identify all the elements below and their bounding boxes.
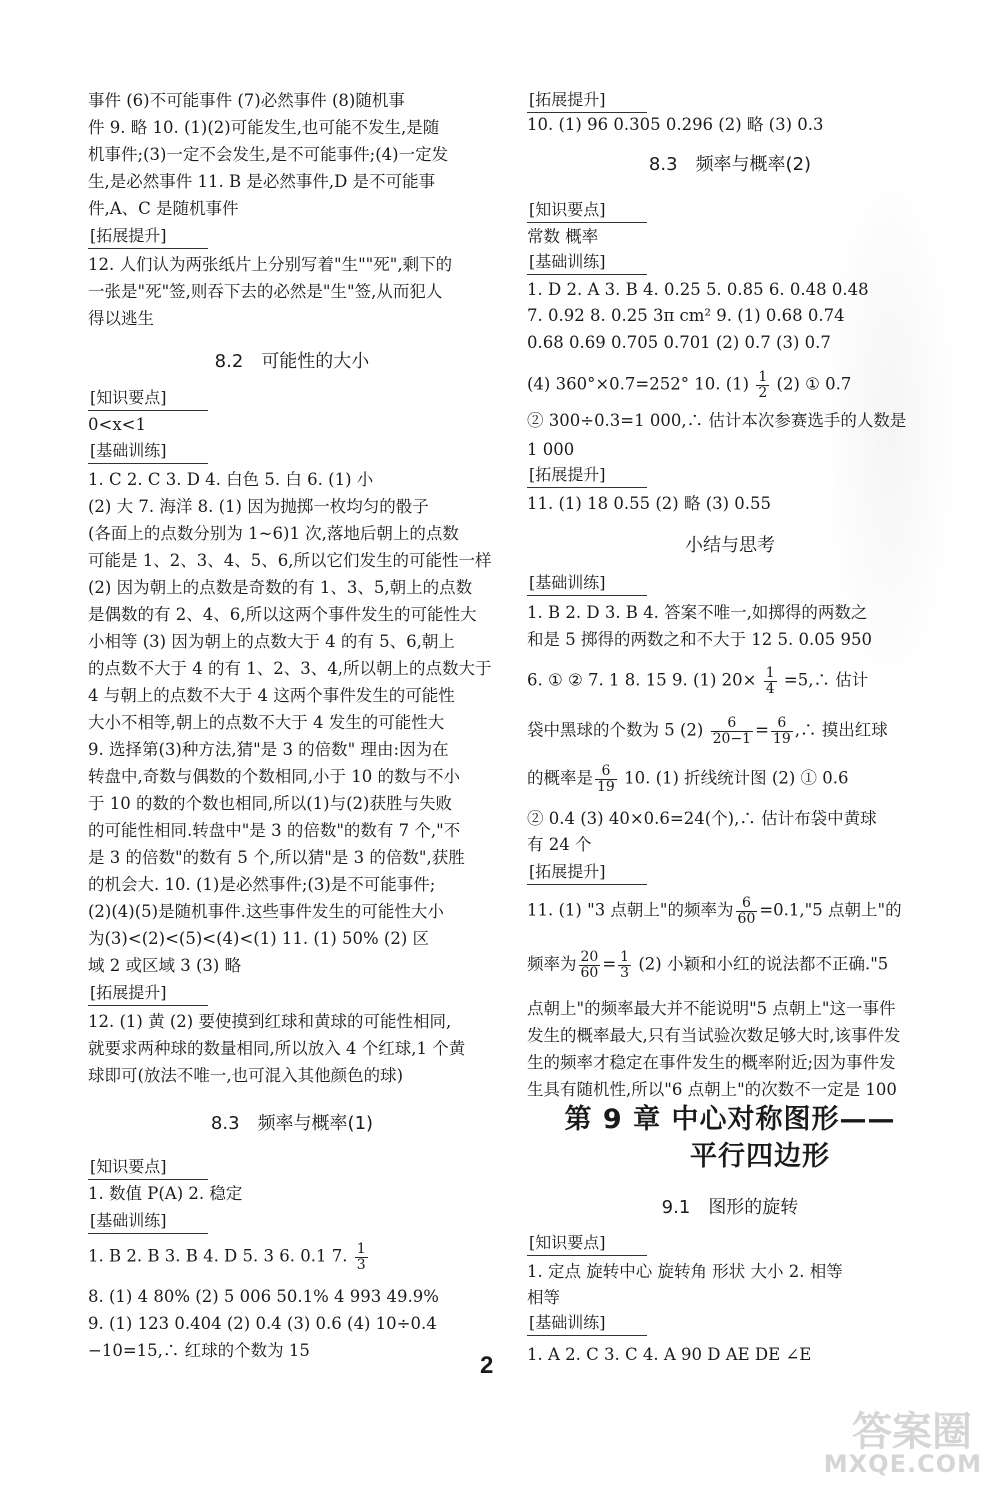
watermark-url: MXQE.COM xyxy=(823,1450,982,1478)
text-line: 6. ① ② 7. 1 8. 15 9. (1) 20× $\frac{1}{4}$ =5,∴ 估计 xyxy=(527,665,869,697)
fraction: $\frac{1}{2}$ xyxy=(758,369,768,401)
text-line: 为(3)<(2)<(5)<(4)<(1) 11. (1) 50% (2) 区 xyxy=(88,929,430,948)
text-line: 12. 人们认为两张纸片上分别写着"生""死",剩下的 xyxy=(88,255,453,274)
text-line: 件 9. 略 10. (1)(2)可能发生,也可能不发生,是随 xyxy=(88,118,440,137)
text-line: 的概率是 $\frac{6}{19}$ 10. (1) 折线统计图 (2) ① 0.6 xyxy=(527,763,849,795)
text-line: 频率为 $\frac{20}{60}$ = $\frac{1}{3}$ (2) 小颖和小红的说法都不正确."5 xyxy=(527,949,889,981)
text-line: 有 24 个 xyxy=(527,835,592,854)
text-line: 就要求两种球的数量相同,所以放入 4 个红球,1 个黄 xyxy=(88,1039,466,1058)
text-line: 的点数不大于 4 的有 1、2、3、4,所以朝上的点数大于 xyxy=(88,659,492,678)
text-line: (2)(4)(5)是随机事件.这些事件发生的可能性大小 xyxy=(88,902,444,921)
text-line: 12. (1) 黄 (2) 要使摸到红球和黄球的可能性相同, xyxy=(88,1012,452,1031)
text-line: 11. (1) "3 点朝上"的频率为 $\frac{6}{60}$ =0.1,"5 点朝上"的 xyxy=(527,895,902,927)
text-line: 件,A、C 是随机事件 xyxy=(88,199,239,218)
section-tag: [基础训练] xyxy=(527,254,647,270)
chapter-subtitle: 平行四边形 xyxy=(690,1141,830,1172)
text-line: 生具有随机性,所以"6 点朝上"的次数不一定是 100 xyxy=(527,1080,897,1099)
section-heading: 小结与思考 xyxy=(685,535,775,556)
text-line: 0.68 0.69 0.705 0.701 (2) 0.7 (3) 0.7 xyxy=(527,333,831,352)
text-line: −10=15,∴ 红球的个数为 15 xyxy=(88,1341,310,1360)
chapter-title: 第 9 章 中心对称图形—— xyxy=(564,1104,896,1135)
text-line: 1. 定点 旋转中心 旋转角 形状 大小 2. 相等 xyxy=(527,1262,843,1281)
fraction: $\frac{1}{3}$ xyxy=(356,1241,366,1273)
text-line: 的机会大. 10. (1)是必然事件;(3)是不可能事件; xyxy=(88,875,436,894)
text-line: 10. (1) 96 0.305 0.296 (2) 略 (3) 0.3 xyxy=(527,115,824,134)
section-heading: 8.3 频率与概率(2) xyxy=(648,154,812,175)
section-tag: [基础训练] xyxy=(527,1315,647,1331)
text-line: 机事件;(3)一定不会发生,是不可能事件;(4)一定发 xyxy=(88,145,449,164)
text-line: 1. 数值 P(A) 2. 稳定 xyxy=(88,1184,243,1203)
fraction: $\frac{6}{19}$ xyxy=(597,763,615,795)
text-line: 8. (1) 4 80% (2) 5 006 50.1% 4 993 49.9% xyxy=(88,1287,439,1306)
text-line: 域 2 或区域 3 (3) 略 xyxy=(88,956,242,975)
text-line: 发生的概率最大,只有当试验次数足够大时,该事件发 xyxy=(527,1026,901,1045)
text-line: 球即可(放法不唯一,也可混入其他颜色的球) xyxy=(88,1066,404,1085)
text-line: 点朝上"的频率最大并不能说明"5 点朝上"这一事件 xyxy=(527,999,896,1018)
watermark-logo xyxy=(802,1400,982,1480)
fraction: $\frac{6}{19}$ xyxy=(772,715,791,747)
text-line: 是 3 的倍数"的数有 5 个,所以猜"是 3 的倍数",获胜 xyxy=(88,848,465,867)
text-line: ② 0.4 (3) 40×0.6=24(个),∴ 估计布袋中黄球 xyxy=(527,809,877,828)
text-line: 可能是 1、2、3、4、5、6,所以它们发生的可能性一样 xyxy=(88,551,492,570)
text-line: 1. D 2. A 3. B 4. 0.25 5. 0.85 6. 0.48 0.48 xyxy=(527,280,869,299)
section-tag: [知识要点] xyxy=(88,1159,208,1175)
text-line: 的可能性相同.转盘中"是 3 的倍数"的数有 7 个,"不 xyxy=(88,821,461,840)
section-tag: [知识要点] xyxy=(88,390,208,406)
text-line: 1. A 2. C 3. C 4. A 90 D AE DE ∠E xyxy=(527,1345,812,1364)
fraction: $\frac{1}{4}$ xyxy=(765,665,775,697)
text-line: 9. 选择第(3)种方法,猜"是 3 的倍数" 理由:因为在 xyxy=(88,740,449,759)
text-line: 得以逃生 xyxy=(88,309,154,328)
text-line: 7. 0.92 8. 0.25 3π cm² 9. (1) 0.68 0.74 xyxy=(527,306,845,325)
text-line: 袋中黑球的个数为 5 (2) $\frac{6}{20-1}$ = $\frac{6}{19}$ ,∴ 摸出红球 xyxy=(527,715,888,747)
text-line: (4) 360°×0.7=252° 10. (1) $\frac{1}{2}$ (2) ① 0.7 xyxy=(527,369,852,401)
section-tag: [拓展提升] xyxy=(88,228,208,244)
fraction: $\frac{6}{20-1}$ xyxy=(712,715,752,747)
text-line: 1. B 2. D 3. B 4. 答案不唯一,如掷得的两数之 xyxy=(527,603,868,622)
section-tag: [基础训练] xyxy=(527,575,647,591)
fraction: $\frac{20}{60}$ xyxy=(580,949,599,981)
fraction: $\frac{1}{3}$ xyxy=(620,949,630,981)
text-line: 和是 5 掷得的两数之和不大于 12 5. 0.05 950 xyxy=(527,630,872,649)
text-line: 一张是"死"签,则吞下去的必然是"生"签,从而犯人 xyxy=(88,282,443,301)
section-tag: [知识要点] xyxy=(527,1235,647,1251)
text-line: 相等 xyxy=(527,1288,560,1307)
text-line: 事件 (6)不可能事件 (7)必然事件 (8)随机事 xyxy=(88,91,405,110)
page-number: 2 xyxy=(480,1352,494,1379)
section-tag: [基础训练] xyxy=(88,443,208,459)
text-line: 11. (1) 18 0.55 (2) 略 (3) 0.55 xyxy=(527,494,772,513)
scan-smudge xyxy=(820,150,960,710)
section-tag: [拓展提升] xyxy=(527,467,647,483)
section-tag: [知识要点] xyxy=(527,202,647,218)
section-tag: [基础训练] xyxy=(88,1213,208,1229)
text-line: 0<x<1 xyxy=(88,415,146,434)
text-line: 9. (1) 123 0.404 (2) 0.4 (3) 0.6 (4) 10÷0.4 xyxy=(88,1314,437,1333)
text-line: 常数 概率 xyxy=(527,227,599,246)
watermark-text: 答案圈 xyxy=(852,1409,972,1455)
text-line: 小相等 (3) 因为朝上的点数大于 4 的有 5、6,朝上 xyxy=(88,632,455,651)
text-line: 生,是必然事件 11. B 是必然事件,D 是不可能事 xyxy=(88,172,436,191)
text-line: 于 10 的数的个数也相同,所以(1)与(2)获胜与失败 xyxy=(88,794,452,813)
section-heading: 8.3 频率与概率(1) xyxy=(210,1113,374,1134)
text-line: (2) 大 7. 海洋 8. (1) 因为抛掷一枚均匀的骰子 xyxy=(88,497,429,516)
section-heading: 9.1 图形的旋转 xyxy=(661,1197,799,1218)
section-heading: 8.2 可能性的大小 xyxy=(214,351,370,372)
text-line: 是偶数的有 2、4、6,所以这两个事件发生的可能性大 xyxy=(88,605,477,624)
section-tag: [拓展提升] xyxy=(527,92,647,108)
text-line: (各面上的点数分别为 1~6)1 次,落地后朝上的点数 xyxy=(88,524,459,543)
text-line: 1 000 xyxy=(527,440,575,459)
text-line: 4 与朝上的点数不大于 4 这两个事件发生的可能性 xyxy=(88,686,455,705)
section-tag: [拓展提升] xyxy=(527,864,647,880)
text-line: 1. C 2. C 3. D 4. 白色 5. 白 6. (1) 小 xyxy=(88,470,374,489)
fraction: $\frac{6}{60}$ xyxy=(737,895,756,927)
text-line: 大小不相等,朝上的点数不大于 4 发生的可能性大 xyxy=(88,713,445,732)
section-tag: [拓展提升] xyxy=(88,985,208,1001)
text-line: 1. B 2. B 3. B 4. D 5. 3 6. 0.1 7. $\frac{1}{3}$ xyxy=(88,1241,366,1273)
text-line: ② 300÷0.3=1 000,∴ 估计本次参赛选手的人数是 xyxy=(527,411,907,430)
text-line: (2) 因为朝上的点数是奇数的有 1、3、5,朝上的点数 xyxy=(88,578,473,597)
text-line: 生的频率才稳定在事件发生的概率附近;因为事件发 xyxy=(527,1053,896,1072)
text-line: 转盘中,奇数与偶数的个数相同,小于 10 的数与不小 xyxy=(88,767,460,786)
